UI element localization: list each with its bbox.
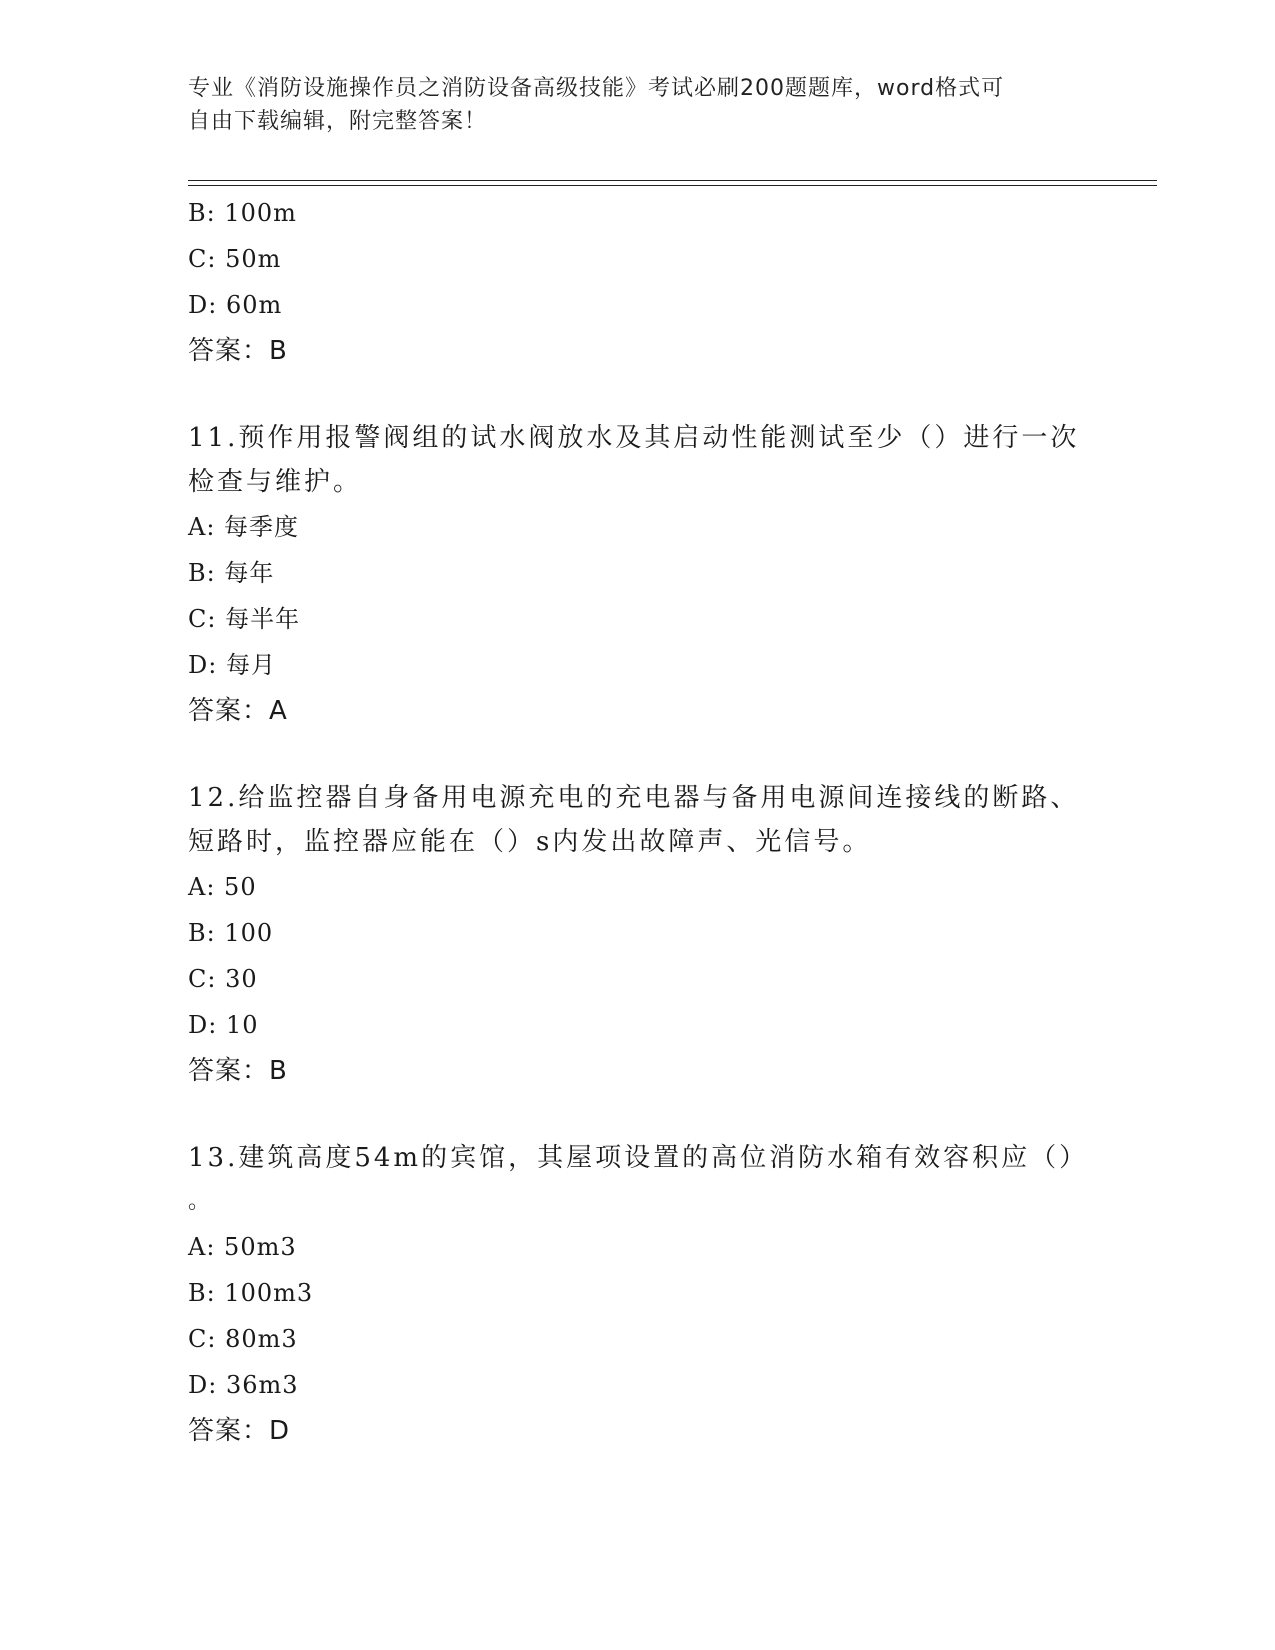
question-text-line-2: 。 (188, 1189, 211, 1214)
option-d: D: 10 (188, 1011, 259, 1039)
option-c: C: 30 (188, 965, 258, 993)
option-d: D: 60m (188, 291, 283, 319)
option-b: B: 每年 (188, 559, 275, 587)
question-text-line-1: 13.建筑高度54m的宾馆，其屋项设置的高位消防水箱有效容积应（） (188, 1143, 1089, 1173)
question-text-line-2: 短路时，监控器应能在（）s内发出故障声、光信号。 (188, 827, 872, 857)
option-b: B: 100m (188, 199, 297, 227)
question-text-line-1: 11.预作用报警阀组的试水阀放水及其启动性能测试至少（）进行一次 (188, 423, 1080, 453)
answer-line: 答案：B (188, 336, 288, 366)
option-a: A: 每季度 (188, 513, 300, 541)
question-11 (188, 416, 1088, 734)
header-line-1: 专业《消防设施操作员之消防设备高级技能》考试必刷200题题库，word格式可 (188, 76, 1005, 101)
answer-line: 答案：A (188, 696, 288, 726)
option-b: B: 100m3 (188, 1279, 314, 1307)
question-13 (188, 1136, 1088, 1454)
option-c: C: 每半年 (188, 605, 301, 633)
question-text-line-2: 检查与维护。 (188, 467, 363, 497)
option-b: B: 100 (188, 919, 274, 947)
question-text-line-1: 12.给监控器自身备用电源充电的充电器与备用电源间连接线的断路、 (188, 783, 1080, 813)
option-d: D: 36m3 (188, 1371, 299, 1399)
header-divider-top (188, 180, 1157, 181)
answer-line: 答案：D (188, 1416, 291, 1446)
option-c: C: 50m (188, 245, 282, 273)
option-a: A: 50 (188, 873, 257, 901)
document-body (188, 190, 1088, 1454)
header-line-2: 自由下载编辑，附完整答案！ (188, 109, 488, 134)
option-d: D: 每月 (188, 651, 276, 679)
question-12 (188, 776, 1088, 1094)
previous-question-tail (188, 190, 1088, 374)
header-divider-bottom (188, 185, 1157, 186)
option-a: A: 50m3 (188, 1233, 297, 1261)
option-c: C: 80m3 (188, 1325, 298, 1353)
answer-line: 答案：B (188, 1056, 288, 1086)
document-header (188, 72, 1088, 138)
